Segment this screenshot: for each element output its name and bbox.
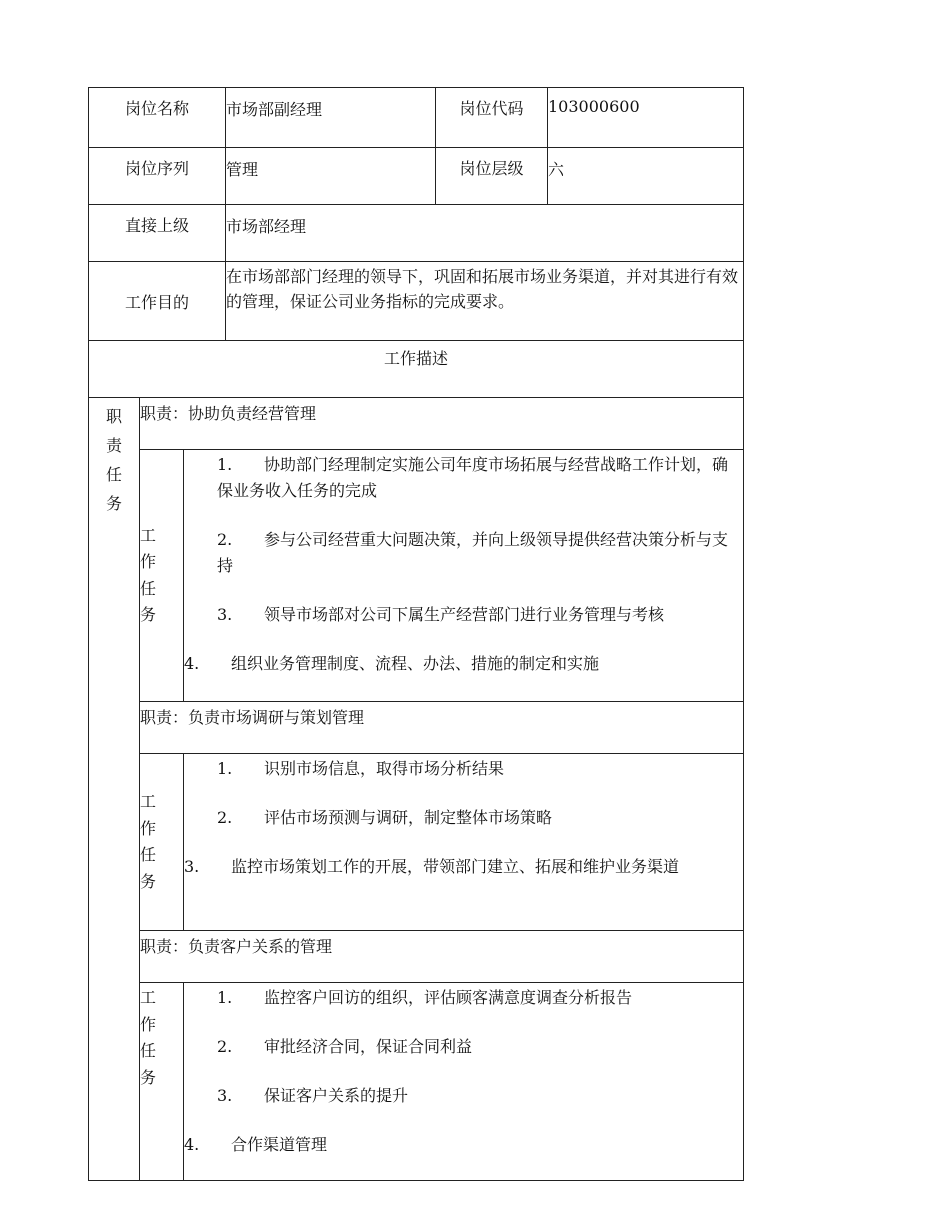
- position-name-value: 市场部副经理: [226, 88, 436, 148]
- task-item: 1. 识别市场信息，取得市场分析结果: [217, 759, 505, 778]
- task-list: [184, 754, 744, 931]
- task-row-3: [89, 983, 744, 1181]
- task-item: 3. 领导市场部对公司下属生产经营部门进行业务管理与考核: [217, 605, 665, 624]
- responsibility-char: 任: [105, 465, 122, 484]
- duty-title: 职责：协助负责经营管理: [140, 398, 744, 450]
- task-item: 3. 保证客户关系的提升: [217, 1086, 409, 1105]
- responsibility-char: 职: [105, 407, 122, 426]
- duty-row-3: [89, 931, 744, 983]
- duty-row-1: [89, 398, 744, 450]
- duty-title: 职责：负责市场调研与策划管理: [140, 702, 744, 754]
- position-name-label: 岗位名称: [89, 88, 226, 148]
- purpose-value: 在市场部部门经理的领导下，巩固和拓展市场业务渠道，并对其进行有效的管理，保证公司业务指标的完成要求。: [226, 262, 744, 341]
- task-item: 3. 监控市场策划工作的开展，带领部门建立、拓展和维护业务渠道: [184, 857, 680, 876]
- position-level-value: 六: [548, 148, 744, 205]
- row-superior: [89, 205, 744, 262]
- responsibility-label: [89, 398, 140, 1181]
- job-description-table: [88, 87, 744, 1181]
- task-item: 1. 监控客户回访的组织，评估顾客满意度调查分析报告: [217, 988, 633, 1007]
- task-item: 2. 评估市场预测与调研，制定整体市场策略: [217, 808, 553, 827]
- position-seq-value: 管理: [226, 148, 436, 205]
- task-item: 2. 审批经济合同，保证合同利益: [217, 1037, 473, 1056]
- purpose-label: 工作目的: [89, 262, 226, 341]
- task-item: 4. 合作渠道管理: [184, 1135, 328, 1154]
- task-label: 工 作 任 务: [140, 754, 184, 931]
- task-item: 4. 组织业务管理制度、流程、办法、措施的制定和实施: [184, 654, 600, 673]
- position-seq-label: 岗位序列: [89, 148, 226, 205]
- task-item: 1. 协助部门经理制定实施公司年度市场拓展与经营战略工作计划，确保业务收入任务的完成: [217, 455, 729, 500]
- superior-value: 市场部经理: [226, 205, 744, 262]
- duty-title: 职责：负责客户关系的管理: [140, 931, 744, 983]
- task-item: 2. 参与公司经营重大问题决策，并向上级领导提供经营决策分析与支持: [217, 530, 729, 575]
- task-list: [184, 983, 744, 1181]
- position-code-label: 岗位代码: [436, 88, 548, 148]
- position-code-value: 103000600: [548, 88, 744, 148]
- position-level-label: 岗位层级: [436, 148, 548, 205]
- task-label: 工 作 任 务: [140, 983, 184, 1181]
- responsibility-char: 务: [105, 494, 122, 513]
- task-row-1: [89, 450, 744, 702]
- responsibility-char: 责: [105, 436, 122, 455]
- row-purpose: [89, 262, 744, 341]
- task-row-2: [89, 754, 744, 931]
- row-position-name: [89, 88, 744, 148]
- row-section-title: [89, 341, 744, 398]
- section-title: 工作描述: [89, 341, 744, 398]
- job-description-document: [88, 87, 743, 1181]
- superior-label: 直接上级: [89, 205, 226, 262]
- task-label: 工 作 任 务: [140, 450, 184, 702]
- duty-row-2: [89, 702, 744, 754]
- row-position-seq: [89, 148, 744, 205]
- task-list: [184, 450, 744, 702]
